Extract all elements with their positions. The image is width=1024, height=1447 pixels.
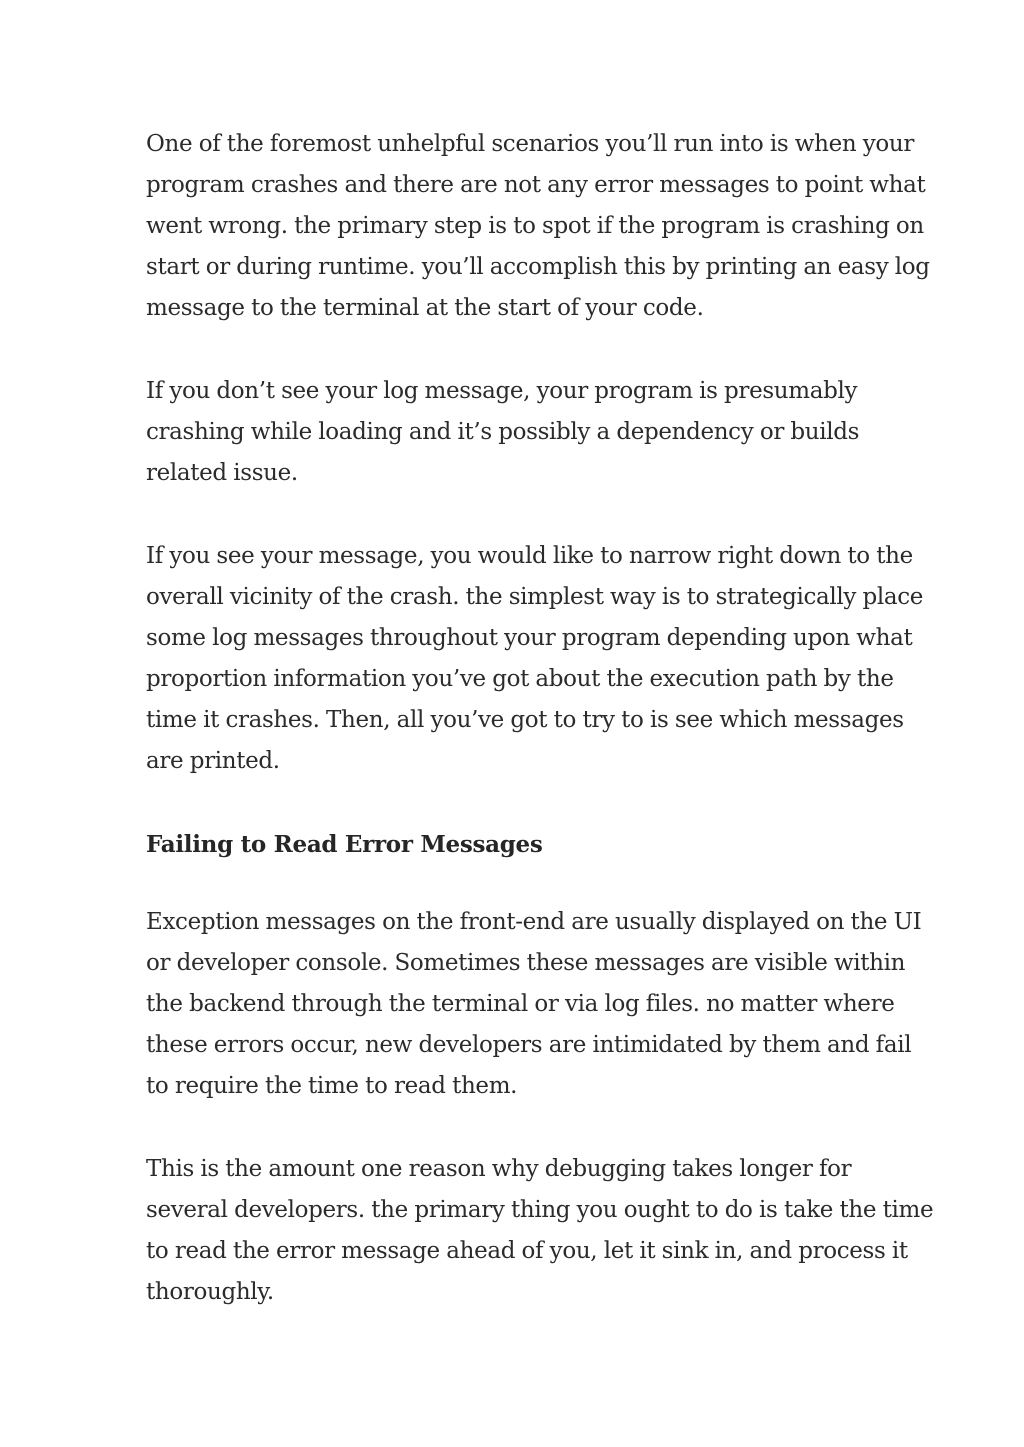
paragraph-exception-messages: Exception messages on the front-end are usually displayed on the UI or developer console. Sometimes these messages are visible within the backend through the terminal or via log files. no matter where these errors occur, new developers are intimidated by them and fail to require the time to read them. — [146, 909, 922, 1099]
paragraph-read-error: This is the amount one reason why debugging takes longer for several developers. the primary thing you ought to do is take the time to read the error message ahead of you, let it sink in, and process it thoroughly. — [146, 1156, 934, 1305]
paragraph-narrow-down: If you see your message, you would like to narrow right down to the overall vicinity of the crash. the simplest way is to strategically place some log messages throughout your program depending upon what proportion information you’ve got about the execution path by the time it crashes. Then, all you’ve got to try to is see which messages are printed. — [146, 543, 924, 774]
article-body — [146, 124, 936, 1355]
paragraph-log-missing: If you don’t see your log message, your program is presumably crashing while loading and it’s possibly a dependency or builds related issue. — [146, 378, 860, 486]
paragraph-crash-no-error: One of the foremost unhelpful scenarios you’ll run into is when your program crashes and there are not any error messages to point what went wrong. the primary step is to spot if the program is crashing on start or during runtime. you’ll accomplish this by printing an easy log message to the terminal at the start of your code. — [146, 131, 930, 321]
section-heading-wrap — [146, 824, 936, 865]
section-heading: Failing to Read Error Messages — [146, 831, 543, 858]
